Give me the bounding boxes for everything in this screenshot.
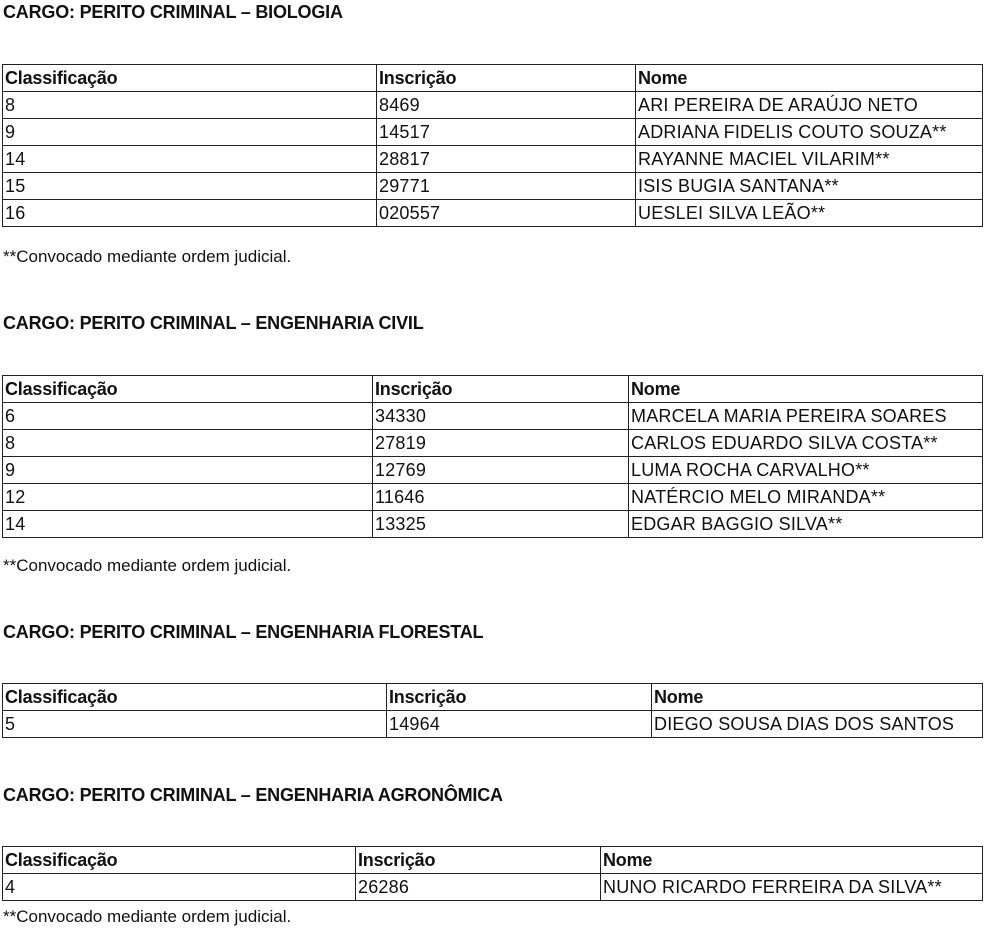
header-nome: Nome <box>636 65 983 92</box>
table-header-row <box>3 65 983 92</box>
cell-inscricao: 29771 <box>377 173 636 200</box>
cell-classificacao: 8 <box>3 92 377 119</box>
cell-classificacao: 9 <box>3 119 377 146</box>
cell-classificacao: 6 <box>3 403 373 430</box>
table-row <box>3 92 983 119</box>
cell-nome: DIEGO SOUSA DIAS DOS SANTOS <box>652 711 983 738</box>
cell-inscricao: 11646 <box>373 484 629 511</box>
cell-inscricao: 8469 <box>377 92 636 119</box>
cell-classificacao: 14 <box>3 511 373 538</box>
section-title: CARGO: PERITO CRIMINAL – ENGENHARIA FLORESTAL <box>3 622 484 642</box>
cell-nome: ISIS BUGIA SANTANA** <box>636 173 983 200</box>
header-classificacao: Classificação <box>3 684 387 711</box>
cell-classificacao: 16 <box>3 200 377 227</box>
cell-classificacao: 5 <box>3 711 387 738</box>
table-row <box>3 200 983 227</box>
header-classificacao: Classificação <box>3 847 356 874</box>
cell-inscricao: 020557 <box>377 200 636 227</box>
cell-inscricao: 34330 <box>373 403 629 430</box>
header-inscricao: Inscrição <box>356 847 601 874</box>
results-table <box>2 375 983 538</box>
table-header-row <box>3 376 983 403</box>
cell-nome: ADRIANA FIDELIS COUTO SOUZA** <box>636 119 983 146</box>
cell-nome: LUMA ROCHA CARVALHO** <box>629 457 983 484</box>
header-classificacao: Classificação <box>3 65 377 92</box>
cell-classificacao: 12 <box>3 484 373 511</box>
section-title: CARGO: PERITO CRIMINAL – BIOLOGIA <box>3 2 343 22</box>
cell-nome: RAYANNE MACIEL VILARIM** <box>636 146 983 173</box>
cell-inscricao: 12769 <box>373 457 629 484</box>
cell-classificacao: 15 <box>3 173 377 200</box>
cell-classificacao: 14 <box>3 146 377 173</box>
table-header-row <box>3 684 983 711</box>
table-row <box>3 484 983 511</box>
cell-nome: ARI PEREIRA DE ARAÚJO NETO <box>636 92 983 119</box>
header-classificacao: Classificação <box>3 376 373 403</box>
results-table <box>2 683 983 738</box>
cell-classificacao: 9 <box>3 457 373 484</box>
cell-inscricao: 27819 <box>373 430 629 457</box>
footnote: **Convocado mediante ordem judicial. <box>3 247 292 266</box>
table-row <box>3 119 983 146</box>
cell-classificacao: 4 <box>3 874 356 901</box>
results-table <box>2 846 983 901</box>
cell-nome: NATÉRCIO MELO MIRANDA** <box>629 484 983 511</box>
table-row <box>3 874 983 901</box>
footnote: **Convocado mediante ordem judicial. <box>3 907 292 926</box>
table-row <box>3 711 983 738</box>
cell-nome: NUNO RICARDO FERREIRA DA SILVA** <box>601 874 983 901</box>
results-table <box>2 64 983 227</box>
section-title: CARGO: PERITO CRIMINAL – ENGENHARIA CIVIL <box>3 313 424 333</box>
cell-inscricao: 26286 <box>356 874 601 901</box>
table-row <box>3 511 983 538</box>
cell-inscricao: 14517 <box>377 119 636 146</box>
cell-inscricao: 14964 <box>387 711 652 738</box>
cell-classificacao: 8 <box>3 430 373 457</box>
section-title: CARGO: PERITO CRIMINAL – ENGENHARIA AGRONÔMICA <box>3 785 503 805</box>
table-row <box>3 146 983 173</box>
header-nome: Nome <box>652 684 983 711</box>
cell-nome: UESLEI SILVA LEÃO** <box>636 200 983 227</box>
cell-nome: MARCELA MARIA PEREIRA SOARES <box>629 403 983 430</box>
header-nome: Nome <box>601 847 983 874</box>
table-header-row <box>3 847 983 874</box>
cell-inscricao: 13325 <box>373 511 629 538</box>
cell-inscricao: 28817 <box>377 146 636 173</box>
table-row <box>3 403 983 430</box>
table-row <box>3 173 983 200</box>
header-inscricao: Inscrição <box>377 65 636 92</box>
header-inscricao: Inscrição <box>387 684 652 711</box>
cell-nome: EDGAR BAGGIO SILVA** <box>629 511 983 538</box>
table-row <box>3 457 983 484</box>
table-row <box>3 430 983 457</box>
header-inscricao: Inscrição <box>373 376 629 403</box>
footnote: **Convocado mediante ordem judicial. <box>3 556 292 575</box>
header-nome: Nome <box>629 376 983 403</box>
cell-nome: CARLOS EDUARDO SILVA COSTA** <box>629 430 983 457</box>
